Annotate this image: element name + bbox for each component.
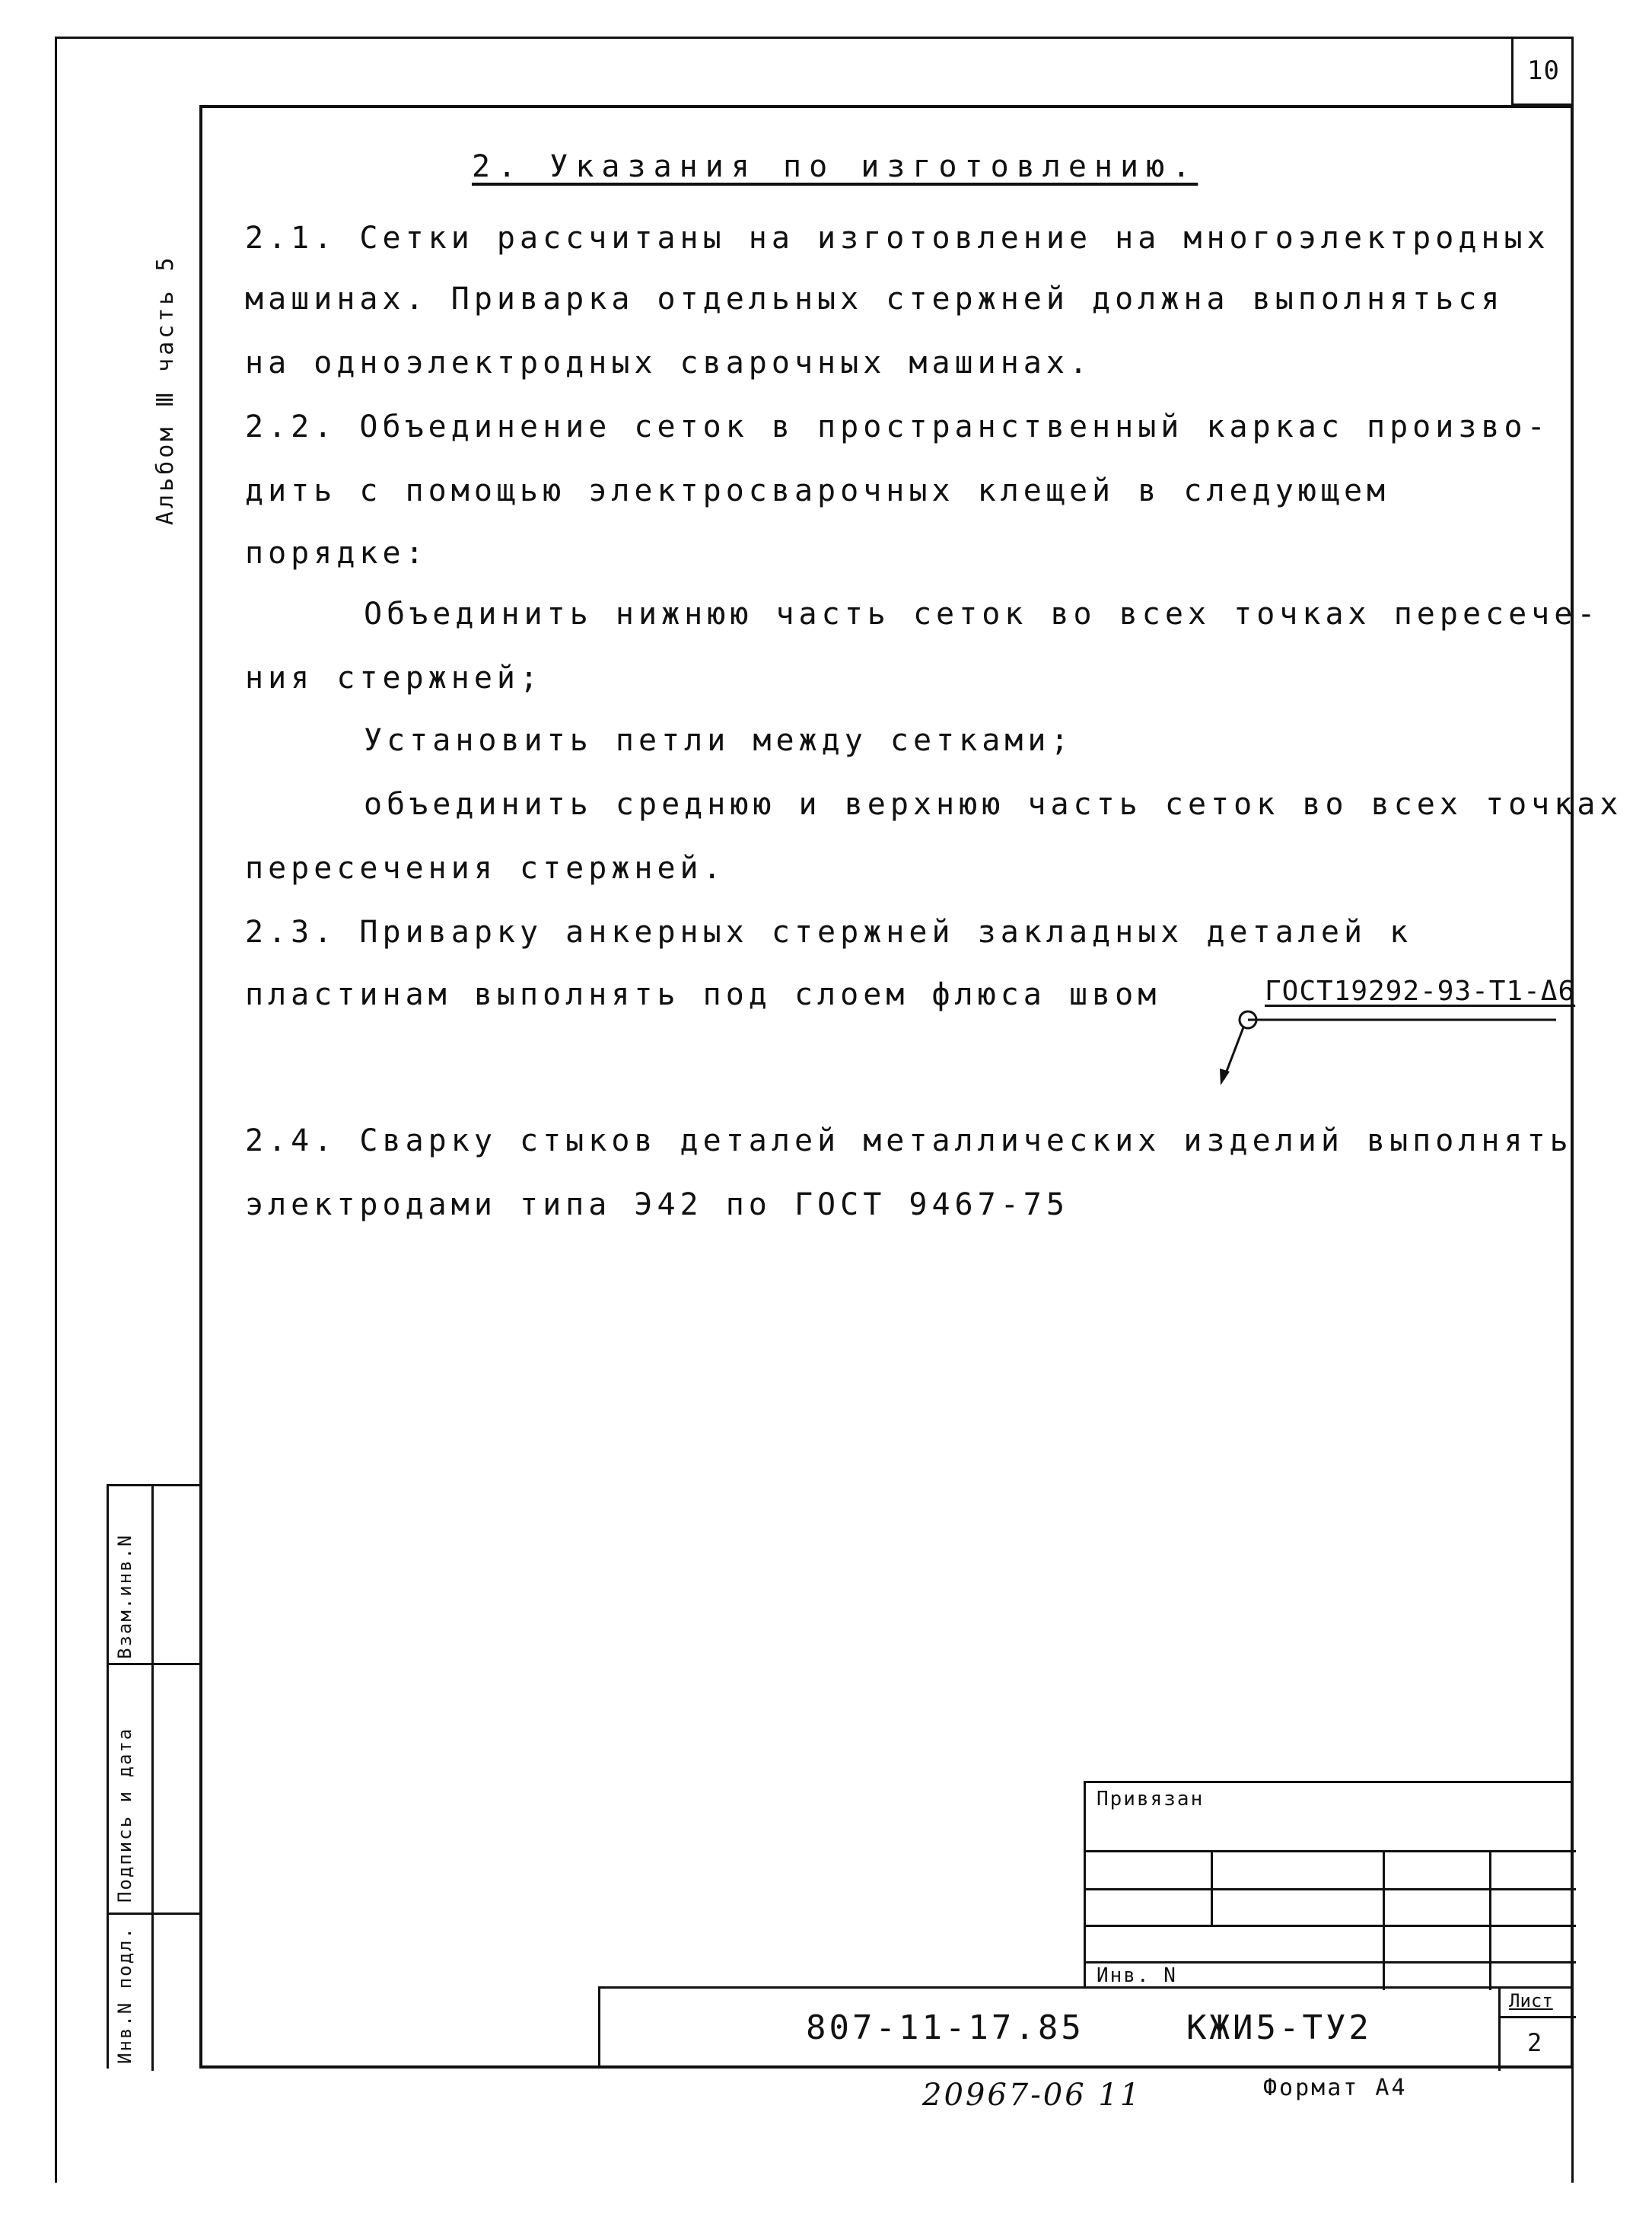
sheet-number: 10 <box>1511 37 1574 105</box>
text-line-15: электродами типа Э42 по ГОСТ 9467-75 <box>245 1187 1069 1222</box>
list-row-divider <box>1498 2016 1576 2018</box>
binding-row-line-2 <box>1086 1888 1576 1890</box>
binding-row-line-1 <box>1086 1850 1576 1852</box>
text-line-10: объединить среднюю и верхнюю часть сеток во всех точках <box>364 787 1623 822</box>
text-line-3: на одноэлектродных сварочных машинах. <box>245 346 1093 381</box>
binding-row-line-4 <box>1086 1961 1576 1964</box>
weld-arrow-head <box>1220 1069 1230 1085</box>
inv-podl-label: Инв.N подл. <box>114 1926 135 2064</box>
privyazan-label: Привязан <box>1097 1788 1205 1811</box>
binding-table <box>1084 1781 1574 1988</box>
list-column-divider <box>1498 1989 1501 2071</box>
handwritten-registration-number: 20967-06 11 <box>922 2078 1142 2113</box>
sheet-number-box-bottom <box>1511 104 1574 106</box>
text-line-9: Установить петли между сетками; <box>364 723 1074 758</box>
vzam-inv-label: Взам.инв.N <box>114 1534 135 1659</box>
podpis-data-label: Подпись и дата <box>114 1727 135 1903</box>
list-label: Лист <box>1509 1990 1553 2011</box>
stamp-row-divider-2 <box>109 1913 202 1915</box>
binding-col-line-2 <box>1383 1850 1385 1990</box>
text-line-12: 2.3. Приварку анкерных стержней закладных деталей к <box>245 915 1413 950</box>
list-number: 2 <box>1527 2028 1542 2057</box>
text-line-13: пластинам выполнять под слоем флюса швом <box>245 977 1161 1012</box>
section-heading: 2. Указания по изготовлению. <box>472 149 1198 184</box>
album-label: Альбом Ⅲ часть 5 <box>152 254 179 525</box>
text-line-8: ния стержней; <box>245 661 543 696</box>
inv-n-label: Инв. N <box>1097 1964 1177 1987</box>
document-code: 807-11-17.85 <box>806 2008 1084 2047</box>
text-line-11: пересечения стержней. <box>245 851 726 886</box>
text-line-5: дить с помощью электросварочных клещей в следующем <box>245 473 1390 508</box>
binding-row-line-3 <box>1086 1925 1576 1927</box>
text-line-4: 2.2. Объединение сеток в пространственный каркас произво- <box>245 409 1550 444</box>
text-line-6: порядке: <box>245 536 428 571</box>
format-label: Формат А4 <box>1263 2075 1408 2101</box>
stamp-column-divider <box>151 1486 154 2071</box>
binding-col-line-1 <box>1211 1850 1213 1926</box>
weld-leader-svg <box>1195 989 1560 1088</box>
title-block-main <box>598 1986 1574 2069</box>
text-line-2: машинах. Приварка отдельных стержней должна выполняться <box>245 282 1504 317</box>
text-line-7: Объединить нижнюю часть сеток во всех точках пересече- <box>364 597 1600 632</box>
document-mark: КЖИ5-ТУ2 <box>1186 2008 1372 2047</box>
text-line-1: 2.1. Сетки рассчитаны на изготовление на многоэлектродных <box>245 221 1550 256</box>
stamp-row-divider-1 <box>109 1663 202 1665</box>
weld-symbol-label: ГОСТ19292-93-Т1-Δ6 <box>1265 976 1576 1007</box>
text-line-14: 2.4. Сварку стыков деталей металлических изделий выполнять <box>245 1123 1573 1158</box>
binding-col-line-3 <box>1489 1850 1491 1990</box>
